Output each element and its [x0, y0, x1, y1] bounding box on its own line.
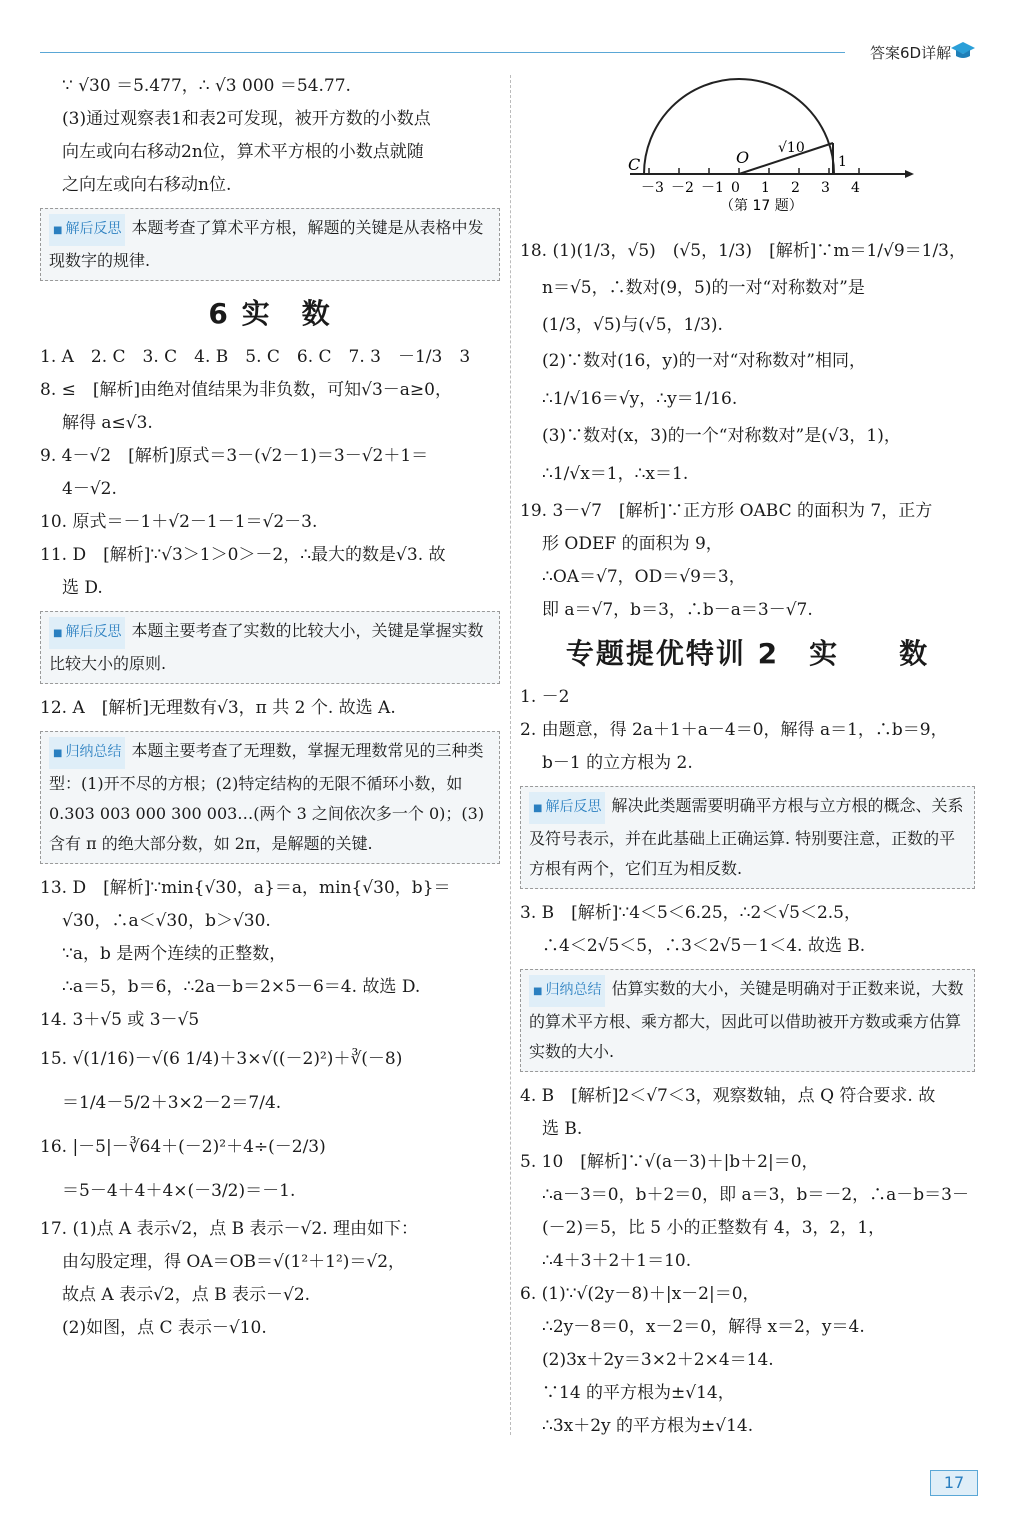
- axis-tick-label: 2: [791, 180, 800, 196]
- answer-line: ∴a＝5，b＝6，∴2a－b＝2×5－6＝4. 故选 D.: [62, 977, 421, 997]
- left-column: [40, 70, 500, 1345]
- box-tag: ■ 归纳总结: [49, 737, 125, 769]
- box-text: 本题考查了算术平方根，解题的关键是从表格中发现数字的规律.: [49, 218, 484, 270]
- box-text: 本题主要考查了无理数，掌握无理数常见的三种类型：(1)开不尽的方根；(2)特定结构的无限不循环小数，如 0.303 003 000 300 003…(两个 3 之间依次多一个 0)；(3)含有 π 的绝大部分数，如 2π，是解题的关键.: [49, 741, 485, 853]
- answer-line: ∴1/√x＝1，∴x＝1.: [542, 464, 689, 484]
- section-title: 6 实 数: [208, 297, 332, 330]
- text-line: (3)通过观察表1和表2可发现，被开方数的小数点: [62, 109, 431, 129]
- graduation-cap-icon: [950, 38, 976, 64]
- axis-tick-label: －3: [641, 180, 664, 196]
- answer-line: b－1 的立方根为 2.: [542, 753, 693, 773]
- column-divider: [510, 75, 511, 1435]
- axis-tick-label: －2: [671, 180, 694, 196]
- answer-line: ∴4＜2√5＜5，∴3＜2√5－1＜4. 故选 B.: [542, 936, 866, 956]
- answer-line: ∴4＋3＋2＋1＝10.: [542, 1251, 692, 1271]
- answer-line: √30，∴a＜√30，b＞√30.: [62, 911, 271, 931]
- axis-tick-label: 1: [761, 180, 770, 196]
- answer-line: ＝1/4－5/2＋3×2－2＝7/4.: [62, 1093, 282, 1113]
- answer-line: ∵a，b 是两个连续的正整数，: [62, 944, 287, 964]
- answer-line: 即 a＝√7，b＝3，∴b－a＝3－√7.: [542, 600, 813, 620]
- answer-line: 17. (1)点 A 表示√2，点 B 表示－√2. 理由如下：: [40, 1219, 419, 1239]
- answer-line: 3. B [解析]∵4＜5＜6.25，∴2＜√5＜2.5，: [520, 903, 861, 923]
- answer-line: 5. 10 [解析]∵√(a－3)＋|b＋2|＝0，: [520, 1152, 819, 1172]
- answer-line: 16. |－5|－∛64＋(－2)²＋4÷(－2/3): [40, 1137, 326, 1157]
- answer-line: 4. B [解析]2＜√7＜3，观察数轴，点 Q 符合要求. 故: [520, 1086, 936, 1106]
- answer-line: 故点 A 表示√2，点 B 表示－√2.: [62, 1285, 311, 1305]
- answer-line: 选 B.: [542, 1119, 583, 1139]
- answer-line: ∴2y－8＝0，x－2＝0，解得 x＝2，y＝4.: [542, 1317, 865, 1337]
- answer-line: 解得 a≤√3.: [62, 413, 153, 433]
- header-title: 答案6D详解: [870, 44, 952, 62]
- box-tag: ■ 解后反思: [49, 214, 125, 246]
- answer-line: 14. 3＋√5 或 3－√5: [40, 1010, 200, 1030]
- summary-box: [520, 969, 975, 1072]
- answer-line: 形 ODEF 的面积为 9，: [542, 534, 723, 554]
- answer-line: 18. (1)(1/3，√5) (√5，1/3) [解析]∵m＝1/√9＝1/3，: [520, 241, 967, 261]
- answer-line: (1/3，√5)与(√5，1/3).: [542, 315, 723, 335]
- answer-line: ∴a－3＝0，b＋2＝0，即 a＝3，b＝－2，∴a－b＝3－: [542, 1185, 969, 1205]
- reflection-box: [40, 611, 500, 684]
- figure-label-sqrt10: √10: [778, 140, 805, 156]
- section-title: 专题提优特训 2 实 数: [565, 637, 930, 670]
- answer-line: 12. A [解析]无理数有√3，π 共 2 个. 故选 A.: [40, 698, 396, 718]
- reflection-box: [40, 208, 500, 281]
- box-text: 解决此类题需要明确平方根与立方根的概念、关系及符号表示，并在此基础上正确运算. 特别要注意，正数的平方根有两个，它们互为相反数.: [529, 796, 964, 878]
- answer-line: 由勾股定理，得 OA＝OB＝√(1²＋1²)＝√2，: [62, 1252, 406, 1272]
- right-column: [520, 70, 975, 1443]
- text-line: ∵ √30 ＝5.477，∴ √3 000 ＝54.77.: [62, 76, 351, 96]
- axis-tick-label: －1: [701, 180, 724, 196]
- answer-line: 6. (1)∵√(2y－8)＋|x－2|＝0，: [520, 1284, 760, 1304]
- header-rule: [40, 52, 845, 53]
- answer-line: 选 D.: [62, 578, 103, 598]
- answer-line: 10. 原式＝－1＋√2－1－1＝√2－3.: [40, 512, 318, 532]
- answer-line: 8. ≤ [解析]由绝对值结果为非负数，可知√3－a≥0，: [40, 380, 452, 400]
- answer-line: 13. D [解析]∵min{√30，a}＝a，min{√30，b}＝: [40, 878, 451, 898]
- figure-label-o: O: [736, 148, 750, 167]
- answer-line: (2)3x＋2y＝3×2＋2×4＝14.: [542, 1350, 774, 1370]
- answer-line: 11. D [解析]∵√3＞1＞0＞－2，∴最大的数是√3. 故: [40, 545, 446, 565]
- answer-line: 4－√2.: [62, 479, 117, 499]
- answer-line: ∴OA＝√7，OD＝√9＝3，: [542, 567, 746, 587]
- answer-line: n＝√5，∴数对(9，5)的一对“对称数对”是: [542, 278, 865, 298]
- box-tag: ■ 解后反思: [49, 617, 125, 649]
- axis-tick-label: 4: [851, 180, 860, 196]
- answer-line: ＝5－4＋4＋4×(－3/2)＝－1.: [62, 1181, 296, 1201]
- answer-line: 9. 4－√2 [解析]原式＝3－(√2－1)＝3－√2＋1＝: [40, 446, 429, 466]
- answer-line: 15. √(1/16)－√(6 1/4)＋3×√((－2)²)＋∛(－8): [40, 1049, 403, 1069]
- box-tag: ■ 解后反思: [529, 792, 605, 824]
- answer-line: ∵14 的平方根为±√14，: [542, 1383, 735, 1403]
- answer-line: 1. －2: [520, 687, 570, 707]
- answer-line: ∴3x＋2y 的平方根为±√14.: [542, 1416, 754, 1436]
- answer-line: (－2)＝5，比 5 小的正整数有 4，3，2，1，: [542, 1218, 886, 1238]
- answer-line: (2)∵数对(16，y)的一对“对称数对”相同，: [542, 351, 866, 371]
- answer-line: 19. 3－√7 [解析]∵正方形 OABC 的面积为 7，正方: [520, 501, 933, 521]
- answer-line: 1. A 2. C 3. C 4. B 5. C 6. C 7. 3 －1/3 3: [40, 347, 471, 367]
- text-line: 之向左或向右移动n位.: [62, 175, 232, 195]
- figure-17: [520, 70, 975, 230]
- box-text: 本题主要考查了实数的比较大小，关键是掌握实数比较大小的原则.: [49, 621, 484, 673]
- axis-tick-label: 3: [821, 180, 830, 196]
- axis-tick-label: 0: [731, 180, 740, 196]
- figure-caption: （第 17 题）: [720, 198, 803, 214]
- reflection-box: [520, 786, 975, 889]
- answer-line: (3)∵数对(x，3)的一个“对称数对”是(√3，1)，: [542, 426, 901, 446]
- box-tag: ■ 归纳总结: [529, 975, 605, 1007]
- answer-line: 2. 由题意，得 2a＋1＋a－4＝0，解得 a＝1，∴b＝9，: [520, 720, 948, 740]
- figure-label-c: C: [628, 155, 641, 174]
- text-line: 向左或向右移动2n位，算术平方根的小数点就随: [62, 142, 424, 162]
- summary-box: [40, 731, 500, 864]
- figure-label-one: 1: [838, 154, 847, 170]
- answer-line: (2)如图，点 C 表示－√10.: [62, 1318, 267, 1338]
- answer-line: ∴1/√16＝√y，∴y＝1/16.: [542, 389, 738, 409]
- box-text: 估算实数的大小，关键是明确对于正数来说，大数的算术平方根、乘方都大，因此可以借助被开方数或乘方估算实数的大小.: [529, 979, 964, 1061]
- page-number: 17: [930, 1470, 978, 1496]
- number-line-figure: [520, 70, 975, 230]
